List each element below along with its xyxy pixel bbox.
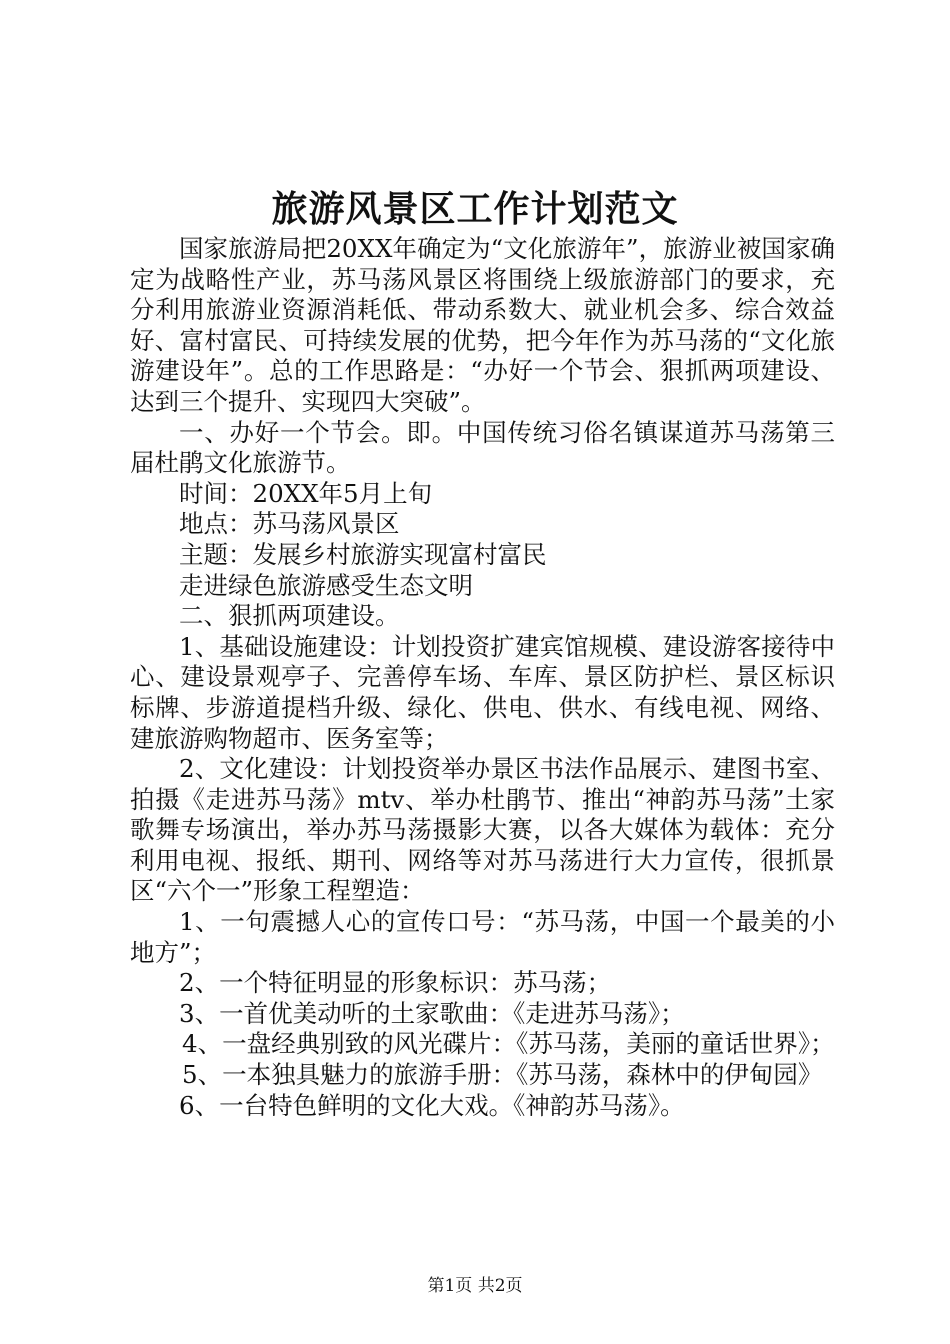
list-item-handbook: 5、一本独具魅力的旅游手册：《苏马荡，森林中的伊甸园》 xyxy=(182,1060,823,1090)
document-body xyxy=(130,234,835,1121)
paragraph-infrastructure: 1、基础设施建设：计划投资扩建宾馆规模、建设游客接待中心、建设景观亭子、完善停车场、车库、景区防护栏、景区标识标牌、步游道提档升级、绿化、供电、供水、有线电视、网络、建旅游购物超市、医务室等； xyxy=(130,631,835,753)
paragraph-time: 时间：20XX年5月上旬 xyxy=(179,478,433,508)
list-item-song: 3、一首优美动听的土家歌曲：《走进苏马荡》； xyxy=(179,998,685,1028)
document-title: 旅游风景区工作计划范文 xyxy=(271,188,679,230)
list-item-slogan: 1、一句震撼人心的宣传口号：“苏马荡，中国一个最美的小地方”； xyxy=(130,907,835,967)
list-item-show: 6、一台特色鲜明的文化大戏。《神韵苏马荡》。 xyxy=(179,1090,685,1120)
list-item-disc: 4、一盘经典别致的风光碟片：《苏马荡，美丽的童话世界》； xyxy=(182,1029,835,1059)
paragraph-location: 地点：苏马荡风景区 xyxy=(179,509,400,539)
paragraph-section-two: 二、狠抓两项建设。 xyxy=(179,601,400,631)
paragraph-intro: 国家旅游局把20XX年确定为“文化旅游年”，旅游业被国家确定为战略性产业，苏马荡风景区将围绕上级旅游部门的要求，充分利用旅游业资源消耗低、带动系数大、就业机会多、综合效益好、富村富民、可持续发展的优势，把今年作为苏马荡的“文化旅游建设年”。总的工作思路是：“办好一个节会、狠抓两项建设、达到三个提升、实现四大突破”。 xyxy=(130,234,835,416)
paragraph-theme-continued: 走进绿色旅游感受生态文明 xyxy=(179,570,473,600)
page-number-footer: 第1页 共2页 xyxy=(427,1276,523,1296)
paragraph-culture: 2、文化建设：计划投资举办景区书法作品展示、建图书室、拍摄《走进苏马荡》mtv、举办杜鹃节、推出“神韵苏马荡”土家歌舞专场演出，举办苏马荡摄影大赛，以各大媒体为载体：充分利用电视、报纸、期刊、网络等对苏马荡进行大力宣传，很抓景区“六个一”形象工程塑造： xyxy=(130,754,835,906)
paragraph-theme: 主题：发展乡村旅游实现富村富民 xyxy=(179,539,547,569)
paragraph-section-one: 一、办好一个节会。即。中国传统习俗名镇谋道苏马荡第三届杜鹃文化旅游节。 xyxy=(130,417,835,478)
list-item-logo: 2、一个特征明显的形象标识：苏马荡； xyxy=(179,968,612,998)
